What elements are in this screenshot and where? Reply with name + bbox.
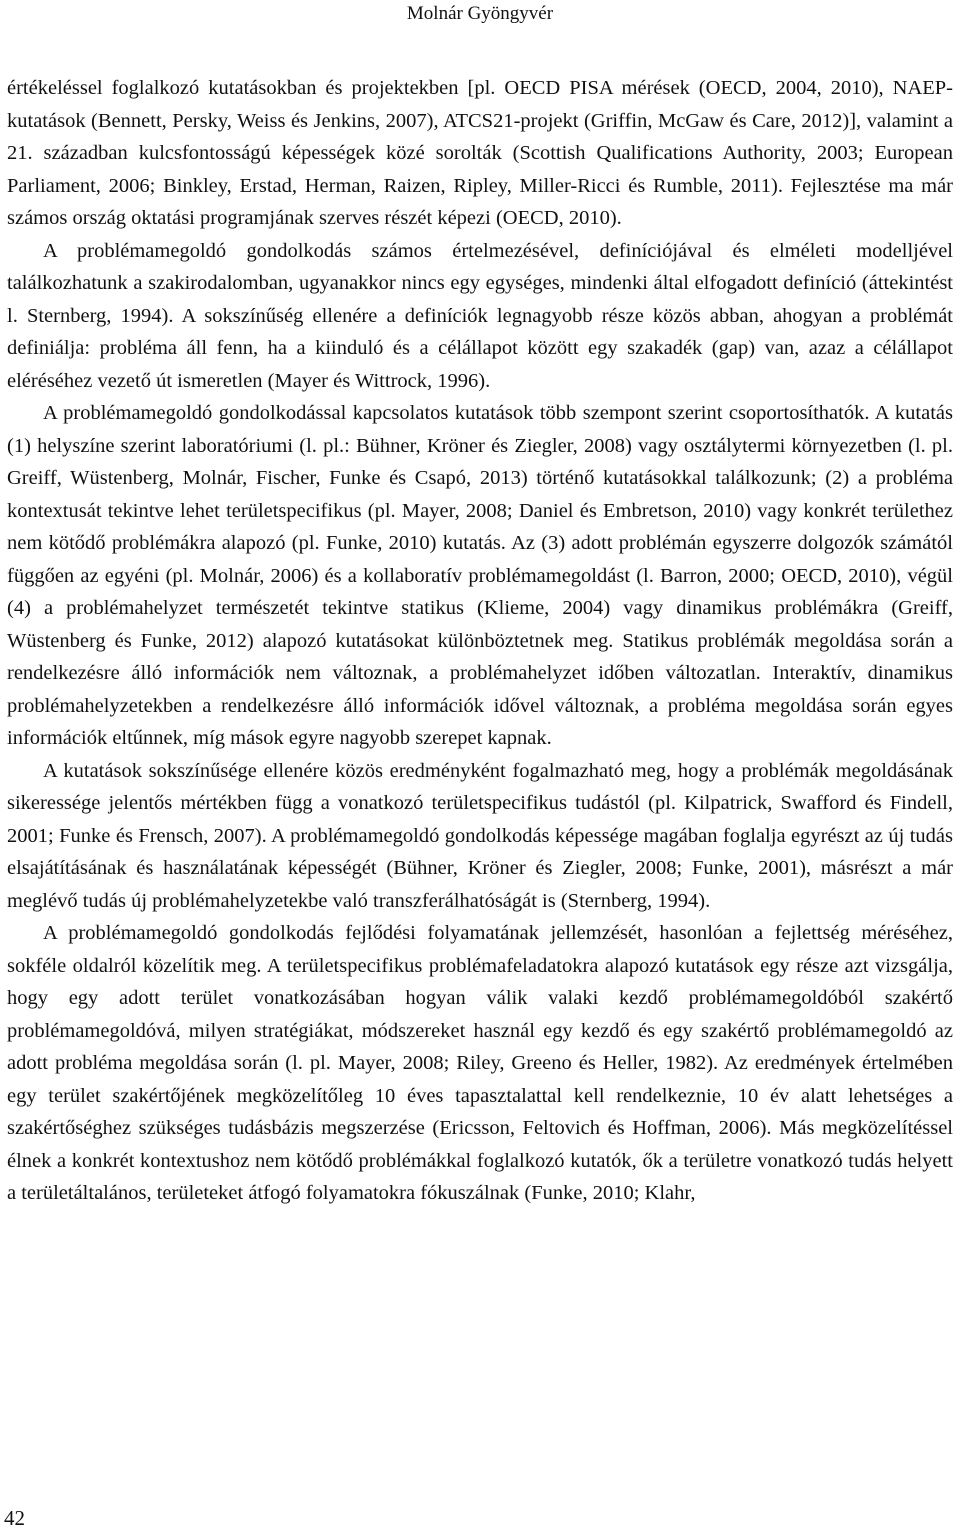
paragraph-continuation: értékeléssel foglalkozó kutatásokban és projektekben [pl. OECD PISA mérések (OECD, 2004, 2010), NAEP-kutatások (Bennett, Persky, Weiss és Jenkins, 2007), ATCS21-projekt (Griffin, McGaw és Care, 2012)], valamint a 21. században kulcsfontosságú képességek közé sorolták (Scottish Qualifications Authority, 2003; European Parliament, 2006; Binkley, Erstad, Herman, Raizen, Ripley, Miller-Ricci és Rumble, 2011). Fejlesztése ma már számos ország oktatási programjának szerves részét képezi (OECD, 2010). xyxy=(7,77,953,229)
paragraph-research-types: A problémamegoldó gondolkodással kapcsolatos kutatások több szempont szerint csoportosíthatók. A kutatás (1) helyszíne szerint laboratóriumi (l. pl.: Bühner, Kröner és Ziegler, 2008) vagy osztálytermi környezetben (l. pl. Greiff, Wüstenberg, Molnár, Fischer, Funke és Csapó, 2013) történő kutatásokkal találkozunk; (2) a probléma kontextusát tekintve lehet területspecifikus (pl. Mayer, 2008; Daniel és Embretson, 2010) vagy konkrét területhez nem kötődő problémákra alapozó (pl. Funke, 2010) kutatás. Az (3) adott problémán egyszerre dolgozók számától függően az egyéni (pl. Molnár, 2006) és a kollaboratív problémamegoldást (l. Barron, 2000; OECD, 2010), végül (4) a problémahelyzet természetét tekintve statikus (Klieme, 2004) vagy dinamikus problémákra (Greiff, Wüstenberg és Funke, 2012) alapozó kutatásokat különböztetnek meg. Statikus problémák megoldása során a rendelkezésre álló információk nem változnak, a problémahelyzet időben változatlan. Interaktív, dinamikus problémahelyzetekben a rendelkezésre álló információk idővel változnak, a probléma megoldása során egyes információk eltűnnek, míg mások egyre nagyobb szerepet kapnak. xyxy=(7,402,953,749)
body-text xyxy=(7,72,953,1210)
running-head: Molnár Gyöngyvér xyxy=(406,3,554,24)
page-number: 42 xyxy=(4,1506,25,1530)
paragraph-definitions: A problémamegoldó gondolkodás számos értelmezésével, definíciójával és elméleti modelljével találkozhatunk a szakirodalomban, ugyanakkor nincs egy egységes, mindenki által elfogadott definíció (áttekintést l. Sternberg, 1994). A sokszínűség ellenére a definíciók legnagyobb része közös abban, ahogyan a problémát definiálja: probléma áll fenn, ha a kiinduló és a célállapot között egy szakadék (gap) van, azaz a célállapot eléréséhez vezető út ismeretlen (Mayer és Wittrock, 1996). xyxy=(7,239,953,392)
paragraph-development: A problémamegoldó gondolkodás fejlődési folyamatának jellemzését, hasonlóan a fejlettség méréséhez, sokféle oldalról közelítik meg. A területspecifikus problémafeladatokra alapozó kutatások egy része azt vizsgálja, hogy egy adott terület vonatkozásában hogyan válik valaki kezdő problémamegoldóból szakértő problémamegoldóvá, milyen stratégiákat, módszereket használ egy kezdő és egy szakértő problémamegoldó az adott probléma megoldása során (l. pl. Mayer, 2008; Riley, Greeno és Heller, 1982). Az eredmények értelmében egy terület szakértőjének megközelítőleg 10 éves tapasztalattal kell rendelkeznie, 10 év alatt lehetséges a szakértőséghez szükséges tudásbázis megszerzése (Ericsson, Feltovich és Hoffman, 2006). Más megközelítéssel élnek a konkrét kontextushoz nem kötődő problémákkal foglalkozó kutatók, ők a területre vonatkozó tudás helyett a területáltalános, területeket átfogó folyamatokra fókuszálnak (Funke, 2010; Klahr, xyxy=(7,922,953,1204)
paragraph-domain-knowledge: A kutatások sokszínűsége ellenére közös eredményként fogalmazható meg, hogy a problémák megoldásának sikeressége jelentős mértékben függ a vonatkozó területspecifikus tudástól (pl. Kilpatrick, Swafford és Findell, 2001; Funke és Frensch, 2007). A problémamegoldó gondolkodás képessége magában foglalja egyrészt az új tudás elsajátításának és használatának képességét (Bühner, Kröner és Ziegler, 2008; Funke, 2001), másrészt a már meglévő tudás új problémahelyzetekbe való transzferálhatóságát is (Sternberg, 1994). xyxy=(7,759,953,912)
